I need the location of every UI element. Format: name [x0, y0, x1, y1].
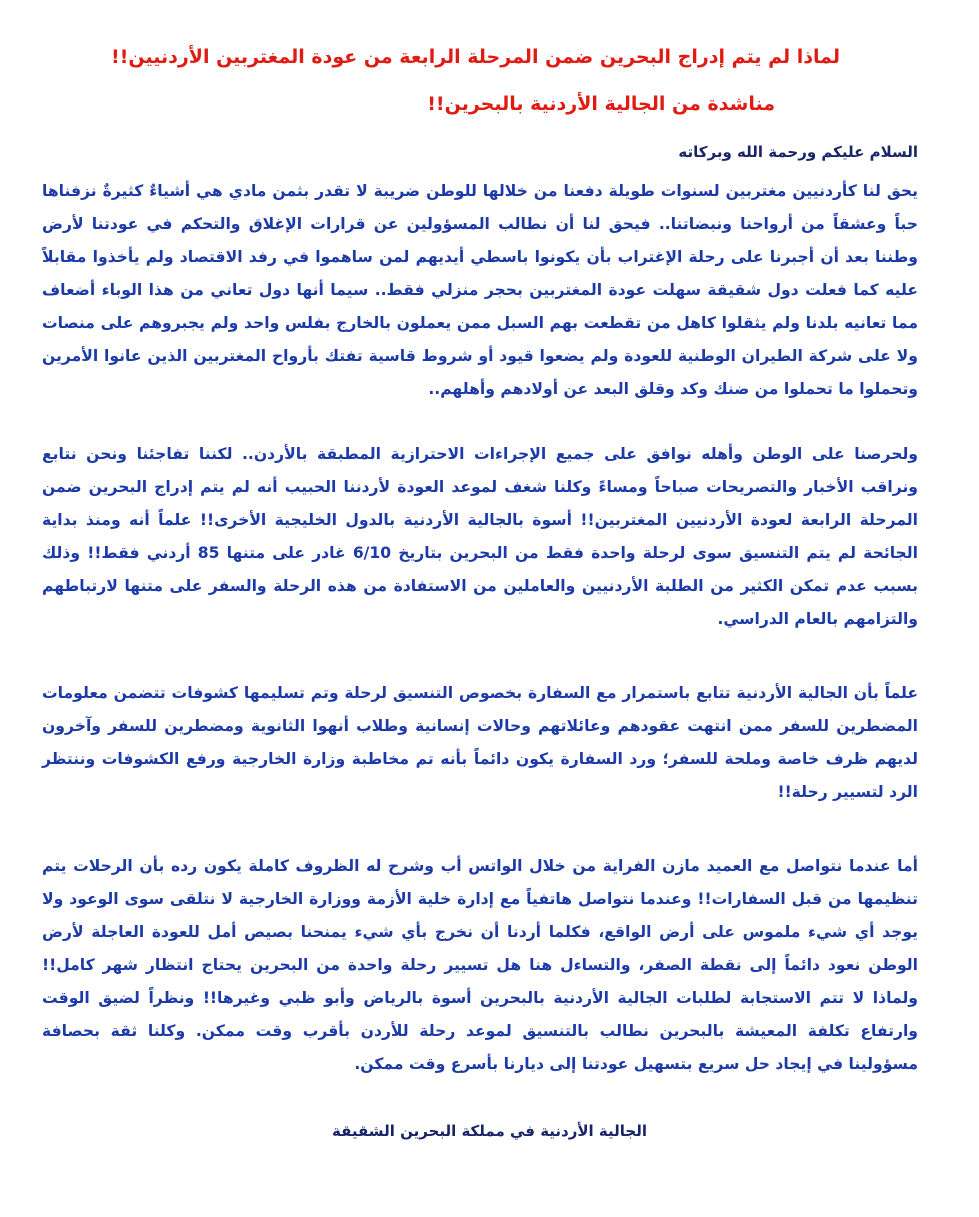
body-paragraph-3: علماً بأن الجالية الأردنية تتابع باستمرار مع السفارة بخصوص التنسيق لرحلة وتم تسليمها كشوفات تتضمن معلومات المضطرين للسفر ممن انتهت عقودهم وعائلاتهم وحالات إنسانية وطلاب أنهوا الثانوية ومضطرين للسفر وآخرون لديهم ظرف خاصة وملحة للسفر؛ ورد السفارة يكون دائماً بأنه تم مخاطبة وزارة الخارجية ورفع الكشوفات وننتظر الرد لتسيير رحلة!!	[42, 684, 918, 801]
document-title: لماذا لم يتم إدراج البحرين ضمن المرحلة الرابعة من عودة المغتربين الأردنيين!!	[111, 46, 840, 68]
body-paragraph-4: أما عندما نتواصل مع العميد مازن الفراية من خلال الواتس أب وشرح له الظروف كاملة يكون رده بأن الرحلات يتم تنظيمها من قبل السفارات!! وعندما نتواصل هاتفياً مع إدارة خلية الأزمة ووزارة الخارجية لا نتلقى سوى الوعود ولا يوجد أي شيء ملموس على أرض الواقع، فكلما أردنا أن نخرج بأي شيء يمنحنا بصيص أمل للعودة العاجلة لأرض الوطن نعود دائماً إلى نقطة الصفر، والتساءل هنا هل تسيير رحلة واحدة من البحرين يحتاج انتظار شهر كامل!! ولماذا لا تتم الاستجابة لطلبات الجالية الأردنية بالبحرين أسوة بالرياض وأبو ظبي وغيرها!! ونظراً لضيق الوقت وارتفاع تكلفة المعيشة بالبحرين نطالب بالتنسيق لموعد رحلة للأردن بأقرب وقت ممكن. وكلنا ثقة بحصافة مسؤولينا في إيجاد حل سريع بتسهيل عودتنا إلى ديارنا بأسرع وقت ممكن.	[42, 857, 918, 1073]
greeting-line: السلام عليكم ورحمة الله وبركاته	[678, 143, 918, 161]
signature-line: الجالية الأردنية في مملكة البحرين الشقيقة	[332, 1122, 647, 1140]
body-paragraph-1: يحق لنا كأردنيين مغتربين لسنوات طويلة دفعنا من خلالها للوطن ضريبة لا تقدر بثمن مادي هي أشياءٌ كثيرةٌ نزفناها حباً وعشقاً من أرواحنا ونبضاتنا.. فيحق لنا أن نطالب المسؤولين عن قرارات الإغلاق والتحكم في عودتنا لأرض وطننا بعد أن أجبرنا على رحلة الإغتراب بأن يكونوا باسطي أيديهم لمن ساهموا في رفد الاقتصاد ولم يأخذوا مقابلاً عليه كما فعلت دول شقيقة سهلت عودة المغتربين بحجر منزلي فقط.. سيما أنها دول تعاني من هذا الوباء أضعاف مما تعانيه بلدنا ولم يثقلوا كاهل من تقطعت بهم السبل ممن يعملون بالخارج بفلس واحد ولم يجبروهم على منصات ولا على شركة الطيران الوطنية للعودة ولم يضعوا قيود أو شروط قاسية تفتك بأرواح المغتربين الذين عانوا الأمرين وتحملوا ما تحملوا من ضنك وكد وقلق البعد عن أولادهم وأهلهم..	[42, 182, 918, 398]
document-subtitle: مناشدة من الجالية الأردنية بالبحرين!!	[427, 93, 775, 115]
body-paragraph-2: ولحرصنا على الوطن وأهله نوافق على جميع الإجراءات الاحترازية المطبقة بالأردن.. لكننا تفاجئنا ونحن نتابع ونراقب الأخبار والتصريحات صباحاً ومساءً وكلنا شغف لموعد العودة لأردننا الحبيب أنه لم يتم إدراج البحرين ضمن المرحلة الرابعة لعودة الأردنيين المغتربين!! أسوة بالجالية الأردنية بالدول الخليجية الأخرى!! علماً أنه ومنذ بداية الجائحة لم يتم التنسيق سوى لرحلة واحدة فقط من البحرين بتاريخ 6/10 غادر على متنها 85 أردني فقط!! وذلك بسبب عدم تمكن الكثير من الطلبة الأردنيين والعاملين من الاستفادة من هذه الرحلة والسفر على متنها لارتباطهم والتزامهم بالعام الدراسي.	[42, 445, 918, 628]
